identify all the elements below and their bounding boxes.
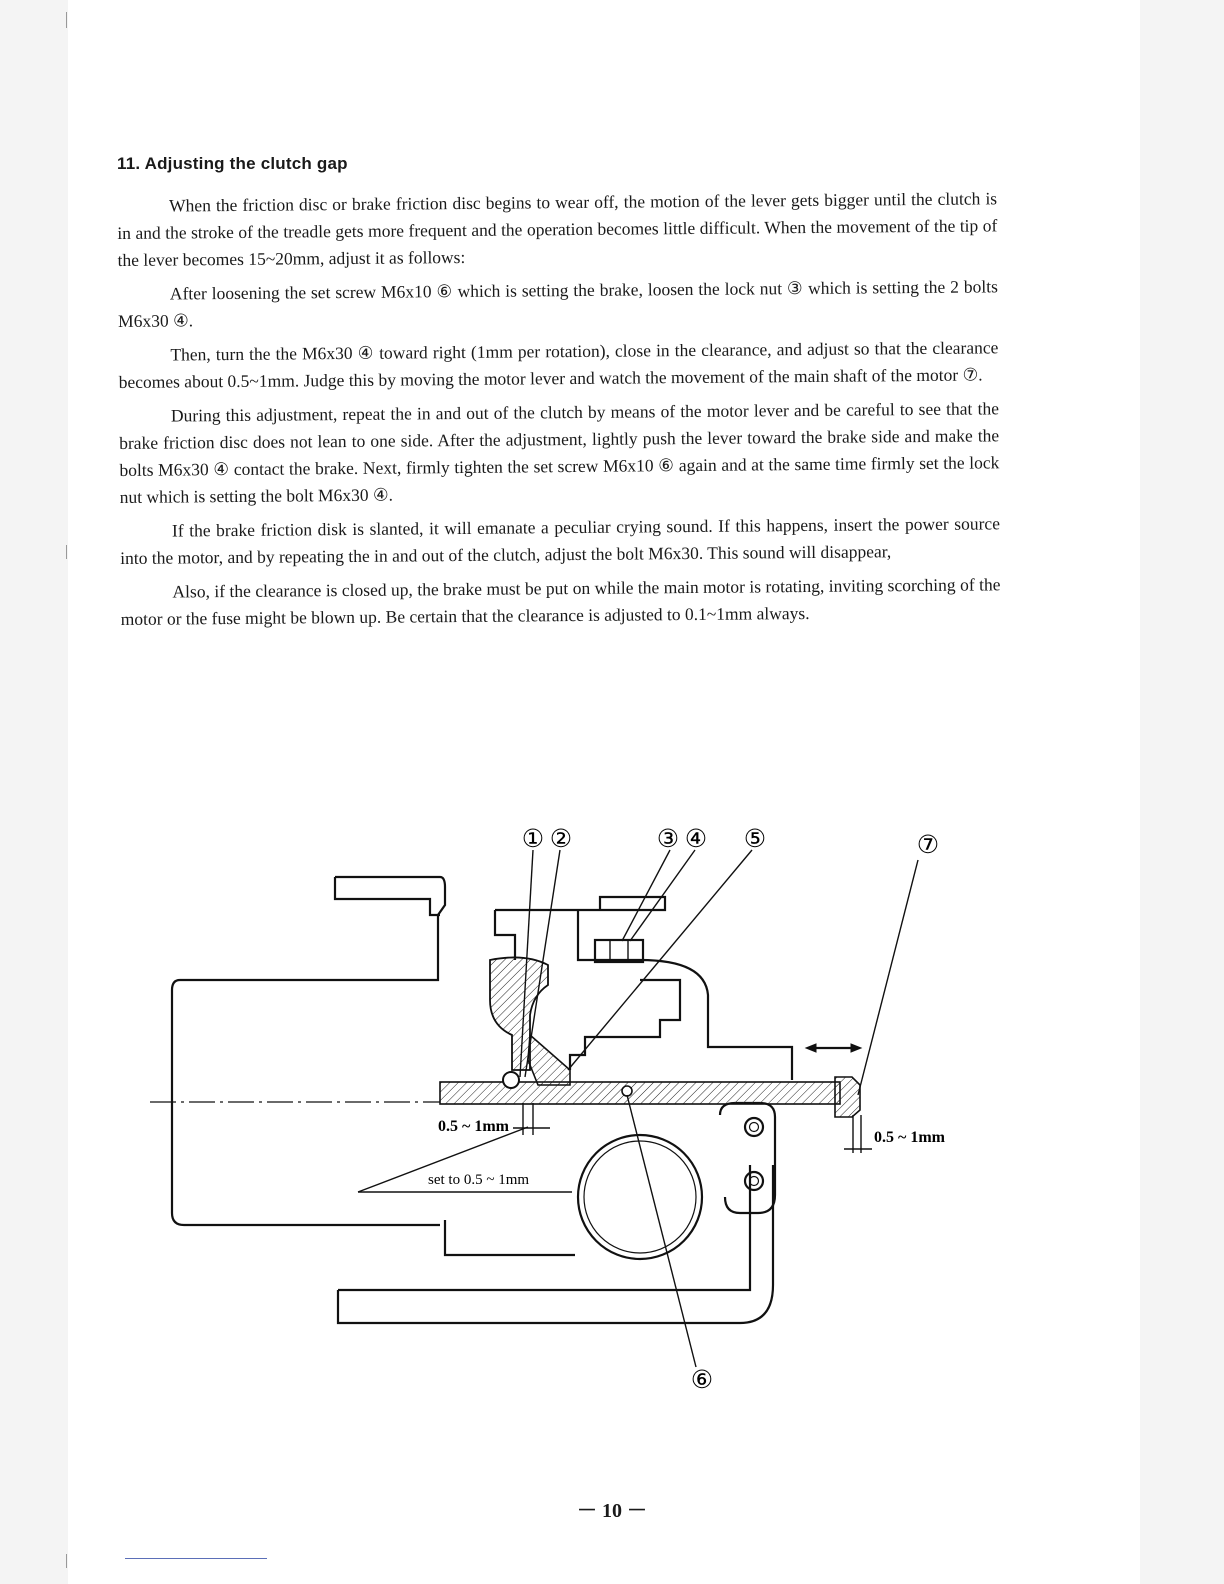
motion-arrow (806, 1044, 861, 1052)
callout-2: ② (549, 826, 573, 853)
set-label: set to 0.5 ~ 1mm (428, 1172, 530, 1188)
brake-friction-disc (528, 1035, 570, 1085)
callout-5: ⑤ (743, 826, 767, 853)
callout-7: ⑦ (916, 832, 940, 859)
paragraph: Then, turn the the M6x30 ④ toward right (1mm per rotation), close in the clearance, and adjust so that the clearance becomes about 0.5~1mm. Judge this by moving the motor lever and watch the movement of the main shaft of the motor ⑦. (118, 337, 999, 392)
paragraph: During this adjustment, repeat the in and out of the clutch by means of the motor lever and be careful to see that the brake friction disc does not lean to one side. After the adjustment, lightly push the lever toward the brake side and make the bolts M6x30 ④ contact the brake. Next, firmly tighten the set screw M6x10 ⑥ again and at the same time firmly set the lock nut which is setting the bolt M6x30 ④. (119, 398, 1000, 507)
callout-4: ④ (684, 826, 708, 853)
callout-1: ① (521, 826, 545, 853)
margin-mark (66, 545, 67, 559)
paragraph: When the friction disc or brake friction disc begins to wear off, the motion of the lever gets bigger until the clutch is in and the stroke of the treadle gets more frequent and the operation becomes little difficult. When the movement of the tip of the lever becomes 15~20mm, adjust it as follows: (117, 188, 998, 270)
paragraph: If the brake friction disk is slanted, it will emanate a peculiar crying sound. If this happens, insert the power source into the motor, and by repeating the in and out of the clutch, adjust the bolt M6x30. This sound will disappear, (120, 513, 1001, 568)
pulley-cover (495, 897, 665, 943)
section-heading: 11. Adjusting the clutch gap (117, 154, 348, 173)
clutch-diagram (140, 815, 980, 1405)
pulley-gear (578, 1135, 702, 1259)
gap-label-right: 0.5 ~ 1mm (874, 1129, 945, 1146)
leader-6 (627, 1095, 696, 1367)
callout-3: ③ (656, 826, 680, 853)
footer-rule (125, 1558, 267, 1559)
margin-mark (66, 1554, 67, 1568)
paragraph: Also, if the clearance is closed up, the brake must be put on while the main motor is rotating, inviting scorching of the motor or the fuse might be blown up. Be certain that the clearance is adjusted to 0.1~1mm always. (120, 574, 1001, 629)
motor-housing-top (335, 877, 440, 915)
base-plate (338, 1165, 773, 1323)
bracket-hole (745, 1118, 763, 1136)
bolt-m6x30 (595, 940, 643, 962)
page-number: － 10 － (577, 1500, 647, 1522)
main-shaft (440, 1082, 840, 1104)
paragraph: After loosening the set screw M6x10 ⑥ which is setting the brake, loosen the lock nut ③ which is setting the 2 bolts M6x30 ④. (118, 276, 998, 331)
shaft-tip (835, 1077, 860, 1117)
brake-housing (578, 943, 792, 1080)
set-screw (622, 1086, 632, 1096)
gap-label-left: 0.5 ~ 1mm (438, 1118, 509, 1135)
leader-7 (858, 860, 918, 1095)
brake-housing-inner (570, 980, 680, 1070)
motor-base (445, 1220, 575, 1255)
instruction-text (117, 185, 1001, 640)
pulley-cover-side (495, 910, 515, 960)
base-plate-inner (338, 1165, 750, 1290)
bracket-hole (745, 1172, 763, 1190)
margin-mark (66, 12, 67, 28)
clutch-ball (503, 1072, 519, 1088)
motor-housing (172, 877, 445, 1225)
callout-6: ⑥ (690, 1367, 714, 1394)
